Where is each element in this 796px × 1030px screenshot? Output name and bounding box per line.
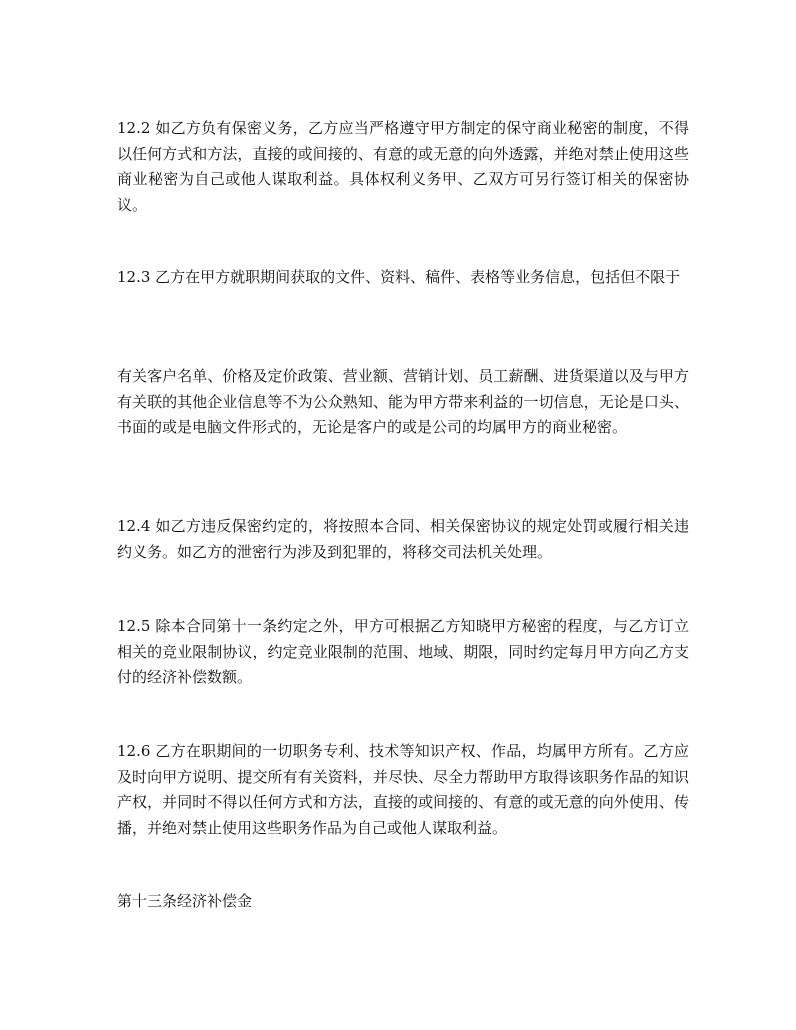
paragraph-12-6: 12.6 乙方在职期间的一切职务专利、技术等知识产权、作品，均属甲方所有。乙方应及时向甲方说明、提交所有有关资料，并尽快、尽全力帮助甲方取得该职务作品的知识产权，并同时不得以任何方式和方法，直接的或间接的、有意的或无意的向外使用、传播，并绝对禁止使用这些职务作品为自己或他人谋取利益。 <box>117 742 689 837</box>
section-heading-13: 第十三条经济补偿金 <box>117 892 253 910</box>
paragraph-12-2: 12.2 如乙方负有保密义务，乙方应当严格遵守甲方制定的保守商业秘密的制度，不得以任何方式和方法，直接的或间接的、有意的或无意的向外透露，并绝对禁止使用这些商业秘密为自己或他人谋取利益。具体权利义务甲、乙双方可另行签订相关的保密协议。 <box>117 119 689 214</box>
paragraph-12-5: 12.5 除本合同第十一条约定之外，甲方可根据乙方知晓甲方秘密的程度，与乙方订立相关的竞业限制协议，约定竞业限制的范围、地域、期限，同时约定每月甲方向乙方支付的经济补偿数额。 <box>117 617 689 686</box>
paragraph-12-4: 12.4 如乙方违反保密约定的，将按照本合同、相关保密协议的规定处罚或履行相关违约义务。如乙方的泄密行为涉及到犯罪的，将移交司法机关处理。 <box>117 517 689 561</box>
paragraph-12-3-continued: 有关客户名单、价格及定价政策、营业额、营销计划、员工薪酬、进货渠道以及与甲方有关联的其他企业信息等不为公众熟知、能为甲方带来利益的一切信息，无论是口头、书面的或是电脑文件形式的，无论是客户的或是公司的均属甲方的商业秘密。 <box>117 367 689 436</box>
paragraph-12-3: 12.3 乙方在甲方就职期间获取的文件、资料、稿件、表格等业务信息，包括但不限于 <box>117 268 681 286</box>
